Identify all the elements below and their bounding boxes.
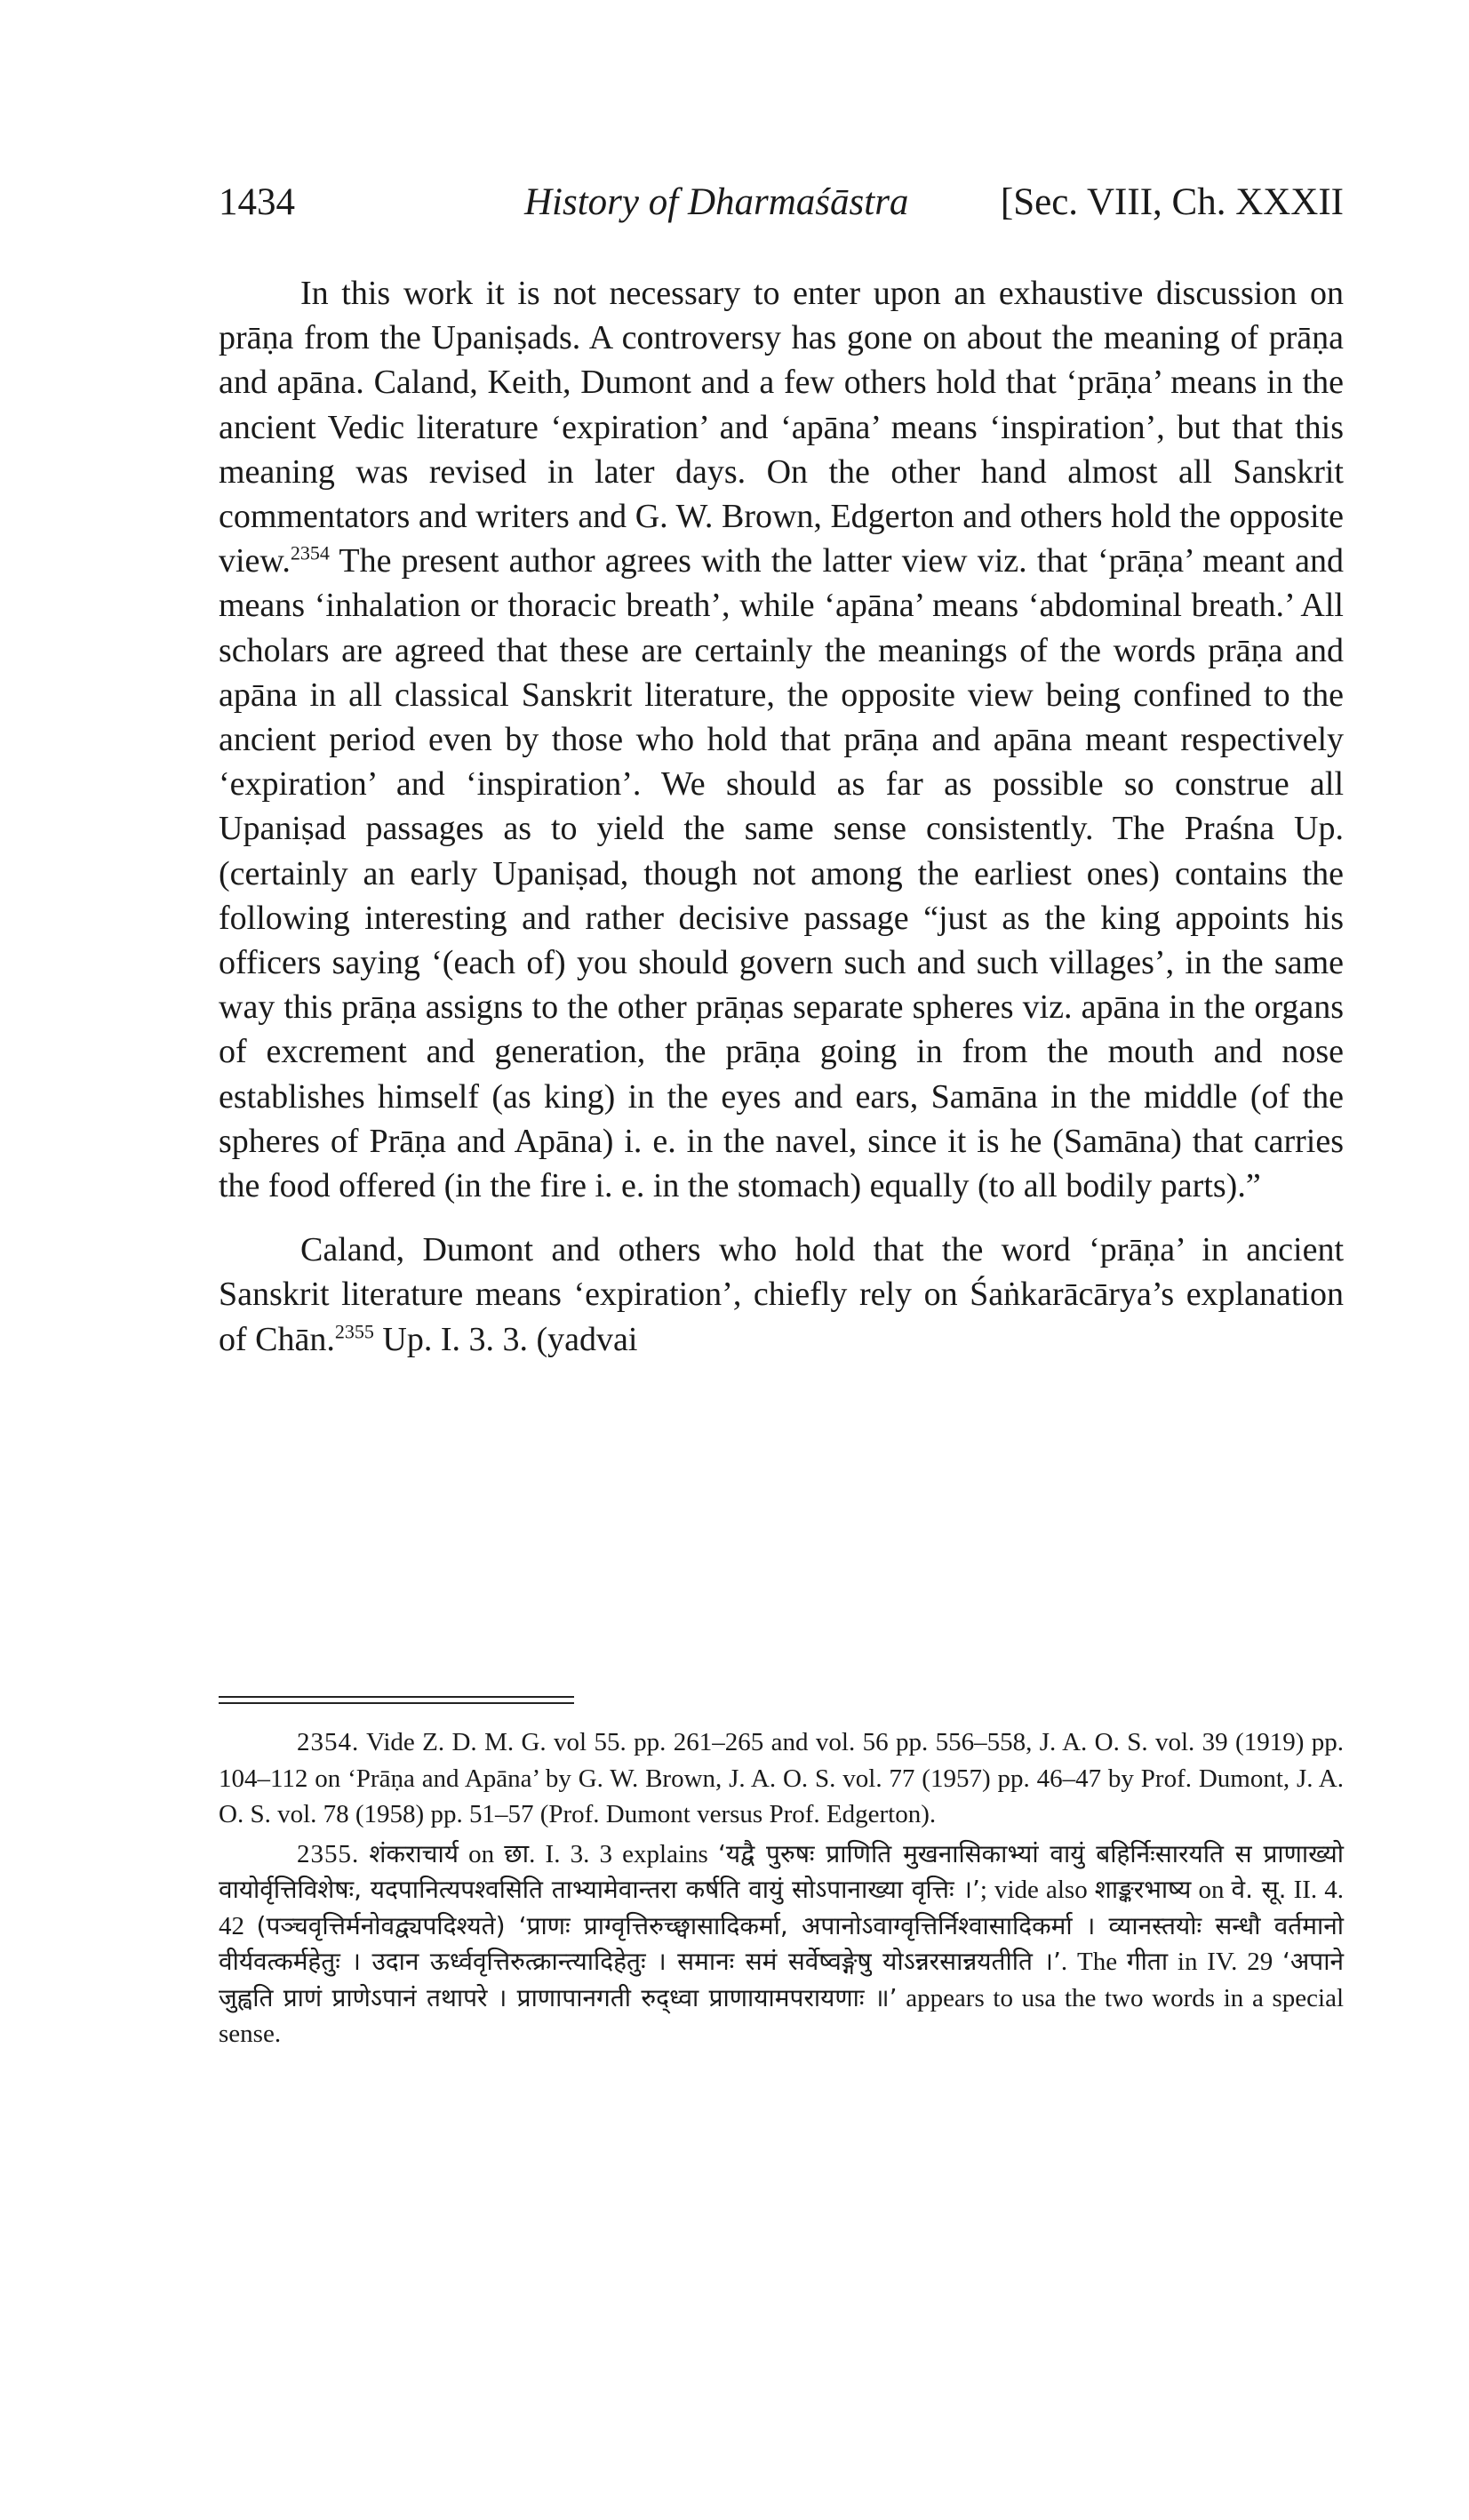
page-number: 1434 xyxy=(219,181,295,223)
section-reference: [Sec. VIII, Ch. XXXII xyxy=(1000,181,1344,223)
paragraph-2-text-b: Up. I. 3. 3. (yadvai xyxy=(373,1320,638,1358)
footnote-text: appears to usa the two words in a special sense. xyxy=(219,1983,1345,2048)
footnote-text: Vide Z. D. M. G. vol 55. pp. 261–265 and vol. 56 pp. 556–558, J. A. O. S. vol. 39 (1919) pp. 104–112 on ‘Prāṇa and Apāna’ by G. W. Brown, J. A. O. S. vol. 77 (1957) pp. 46–47 by Prof. Dumont, J. A. O. S. vol. 78 (1958) pp. 51–57 (Prof. Dumont versus Prof. Edgerton). xyxy=(219,1728,1345,1828)
devanagari-text: गीता xyxy=(1126,1947,1169,1976)
devanagari-quote: ‘यद्वै पुरुषः प्राणिति मुखनासिकाभ्यां वायुं बहिर्निःसारयति स प्राणाख्यो वायोर्वृत्तिविशेषः, यदपानित्यपश्वसिति ताभ्यामेवान्तरा कर्षति वायुं सोऽपानाख्या वृत्तिः ।’ xyxy=(219,1838,1345,1904)
main-text xyxy=(219,271,1344,1362)
footnote-number: 2355. xyxy=(297,1839,360,1868)
footnotes xyxy=(219,1724,1344,2052)
paragraph-2-text-a: Caland, Dumont and others who hold that the word ‘prāṇa’ in ancient Sanskrit literature means ‘expiration’, chiefly rely on Śaṅkarācārya’s explanation of Chān. xyxy=(219,1231,1344,1358)
footnote-ref-2355: 2355 xyxy=(334,1320,374,1343)
footnote-text: in IV. 29 xyxy=(1168,1948,1283,1976)
paragraph-2 xyxy=(219,1228,1344,1362)
footnote-number: 2354. xyxy=(297,1728,360,1756)
devanagari-quote: (पञ्चवृत्तिर्मनोवद्व्यपदिश्यते) ‘प्राणः प्राग्वृत्तिरुच्छ्वासादिकर्मा, अपानोऽवाग्वृत्तिर्निश्वासादिकर्मा । व्यानस्तयोः सन्धौ वर्तमानो वीर्यवत्कर्महेतुः । उदान ऊर्ध्ववृत्तिरुत्क्रान्त्यादिहेतुः । समानः समं सर्वेष्वङ्गेषु योऽन्नरसान्नयतीति ।’ xyxy=(219,1910,1345,1976)
footnote-text: II. 4. 42 xyxy=(219,1876,1344,1940)
footnote-text: on छा. I. 3. 3 explains xyxy=(458,1839,718,1868)
paragraph-1 xyxy=(219,271,1344,1208)
paragraph-1-text-b: The present author agrees with the latter view viz. that ‘prāṇa’ meant and means ‘inhalation or thoracic breath’, while ‘apāna’ means ‘abdominal breath.’ All scholars are agreed that these are certainly the meanings of the words prāṇa and apāna in all classical Sanskrit literature, the opposite view being confined to the ancient period even by those who hold that prāṇa and apāna meant respectively ‘expiration’ and ‘inspiration’. We should as far as possible so construe all Upaniṣad passages as to yield the same sense consistently. The Praśna Up. (certainly an early Upaniṣad, though not among the earliest ones) contains the following interesting and rather decisive passage “just as the king appoints his officers saying ‘(each of) you should govern such and such villages’, in the same way this prāṇa assigns to the other prāṇas separate spheres viz. apāna in the organs of excrement and generation, the prāṇa going in from the mouth and nose establishes himself (as king) in the eyes and ears, Samāna in the middle (of the spheres of Prāṇa and Apāna) i. e. in the navel, since it is he (Samāna) that carries the food offered (in the fire i. e. in the stomach) equally (to all bodily parts).” xyxy=(219,542,1344,1205)
running-title: History of Dharmaśāstra xyxy=(524,181,909,223)
paragraph-1-text-a: In this work it is not necessary to enter upon an exhaustive discussion on prāṇa from the Upaniṣads. A controversy has gone on about the meaning of prāṇa and apāna. Caland, Keith, Dumont and a few others hold that ‘prāṇa’ means in the ancient Vedic literature ‘expiration’ and ‘apāna’ means ‘inspiration’, but that this meaning was revised in later days. On the other hand almost all Sanskrit commentators and writers and G. W. Brown, Edgerton and others hold the opposite view. xyxy=(219,275,1344,580)
devanagari-text: शाङ्करभाष्य xyxy=(1094,1875,1192,1904)
footnote-separator xyxy=(219,1696,574,1704)
devanagari-quote: ‘अपाने जुह्वति प्राणं प्राणेऽपानं तथापरे । प्राणापानगती रुद्ध्वा प्राणायामपरायणाः ॥’ xyxy=(219,1947,1345,2012)
page-header xyxy=(219,176,1344,229)
footnote-text: on xyxy=(1191,1876,1232,1904)
devanagari-text: वे. सू. xyxy=(1231,1875,1287,1904)
footnote-2355 xyxy=(219,1836,1344,2052)
footnote-2354 xyxy=(219,1724,1344,1833)
footnote-text: ; vide also xyxy=(979,1876,1095,1904)
footnote-ref-2354: 2354 xyxy=(290,541,330,564)
devanagari-text: शंकराचार्य xyxy=(369,1838,459,1868)
footnote-text: . The xyxy=(1060,1948,1127,1976)
